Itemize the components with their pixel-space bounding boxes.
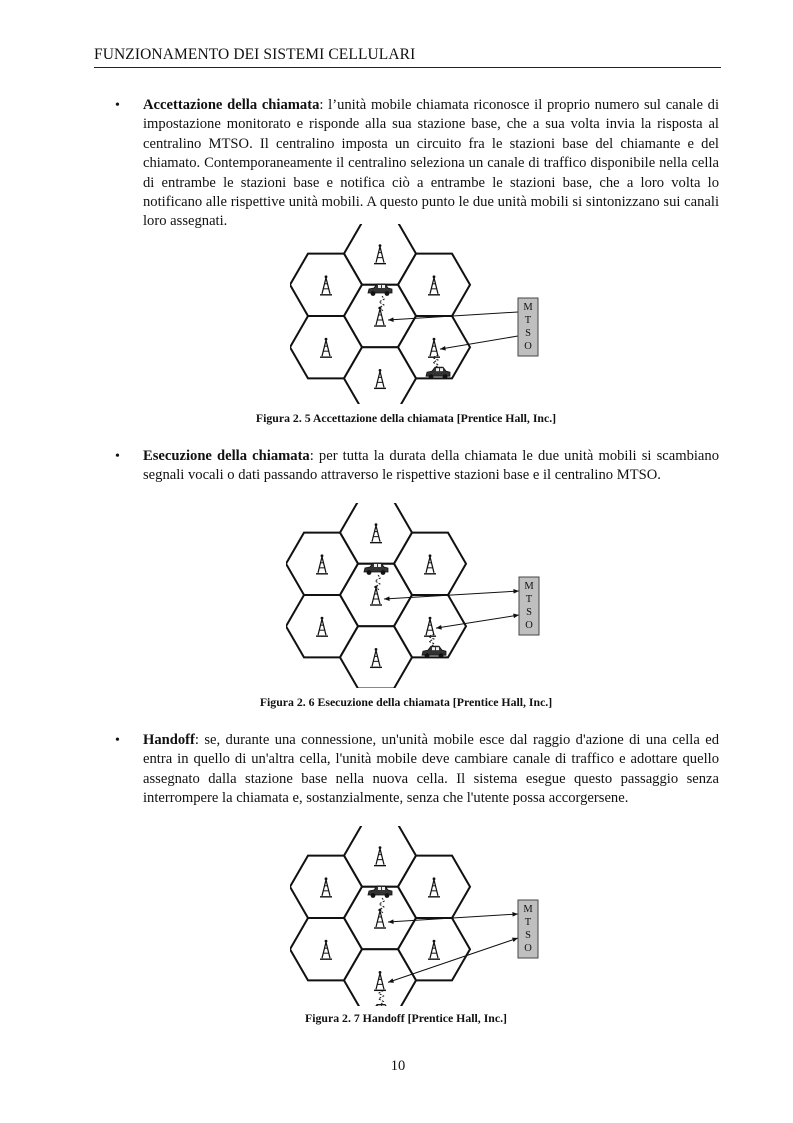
arrow-head xyxy=(513,614,519,619)
mtso-letter: O xyxy=(524,943,532,954)
body-text: : se, durante una connessione, un'unità mobile esce dal raggio d'azione di una cella ed entra in quello di un'altra cella, l'unità mobile deve cambiare canale di traffico e adottare quello assegnato dalla stazione base nella nuova cella. Il sistema esegue questo passaggio senza interrompere la chiamata e, sostanzialmente, senza che l'utente possa accorgersene. xyxy=(143,732,719,807)
figure-cell-diagram xyxy=(286,503,561,688)
mtso-switch xyxy=(518,900,538,958)
figure-caption: Figura 2. 5 Accettazione della chiamata [Prentice Hall, Inc.] xyxy=(255,411,557,425)
figure-cell-diagram xyxy=(290,224,560,404)
bullet: • xyxy=(115,449,120,464)
mtso-letter: O xyxy=(524,341,532,352)
paragraph xyxy=(143,447,719,486)
cell-network xyxy=(290,224,518,404)
bullet: • xyxy=(115,733,120,748)
running-header: FUNZIONAMENTO DEI SISTEMI CELLULARI xyxy=(94,46,721,68)
term: Handoff xyxy=(143,732,195,748)
body-text: : l’unità mobile chiamata riconosce il proprio numero sul canale di impostazione monitorato e risponde alla sua stazione base, che a sua volta invia la risposta al centralino MTSO. Il centralino imposta un circuito fra le stazioni base del chiamante e del chiamato. Contemporaneamente il centralino seleziona un canale di traffico disponibile nella cella di entrambe le stazioni base e notifica ciò a entrambe le stazioni base, che a loro volta lo notificano alle rispettive unità mobili. A questo punto le due unità mobili si sintonizzano sui canali loro assegnati. xyxy=(143,97,720,230)
paragraph xyxy=(143,731,719,809)
mtso-letter: S xyxy=(525,328,531,339)
body-text: : per tutta la durata della chiamata le due unità mobili si scambiano segnali vocali o dati passando attraverso le rispettive stazioni base e il centralino MTSO. xyxy=(143,448,719,484)
mtso-letter: M xyxy=(523,904,533,915)
cell-network xyxy=(286,503,519,688)
mtso-letter: T xyxy=(525,594,533,605)
mtso-letter: T xyxy=(524,917,532,928)
arrow-head xyxy=(512,938,518,942)
cell-network xyxy=(290,826,518,1006)
mtso-letter: S xyxy=(525,930,531,941)
bullet: • xyxy=(115,98,120,113)
term: Accettazione della chiamata xyxy=(143,97,320,113)
mtso-letter: T xyxy=(524,315,532,326)
mtso-switch xyxy=(519,577,539,635)
paragraph xyxy=(143,96,719,232)
arrow-head xyxy=(513,589,519,594)
mtso-letter: M xyxy=(524,581,534,592)
mtso-switch xyxy=(518,298,538,356)
mtso-letter: S xyxy=(526,607,532,618)
term: Esecuzione della chiamata xyxy=(143,448,310,464)
arrow-head xyxy=(512,912,518,917)
page-number: 10 xyxy=(390,1058,406,1074)
mtso-letter: O xyxy=(525,620,533,631)
mtso-letter: M xyxy=(523,302,533,313)
figure-caption: Figura 2. 7 Handoff [Prentice Hall, Inc.] xyxy=(305,1011,507,1025)
figure-caption: Figura 2. 6 Esecuzione della chiamata [Prentice Hall, Inc.] xyxy=(259,695,553,709)
figure-cell-diagram xyxy=(290,826,560,1006)
